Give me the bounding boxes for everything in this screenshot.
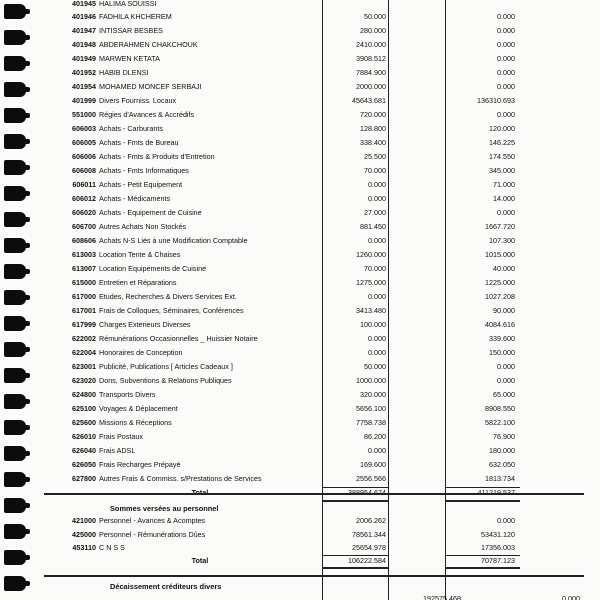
account-label: Personnel - Avances & Acomptes: [99, 516, 206, 525]
account-label: FADHILA KHCHEREM: [99, 12, 172, 21]
account-code: 623020: [72, 376, 96, 385]
credit-amount: 14.000: [493, 194, 515, 203]
table-row: [0, 24, 600, 37]
account-code: 401999: [72, 96, 96, 105]
debit-amount: 27.000: [364, 208, 386, 217]
debit-amount: 0.000: [368, 292, 386, 301]
debit-amount: 78561.344: [352, 530, 386, 539]
credit-amount: 1813.734: [485, 474, 515, 483]
credit-amount: 0.000: [497, 54, 515, 63]
table-row: [0, 192, 600, 205]
account-code: 626050: [72, 460, 96, 469]
table-row: [0, 541, 600, 554]
debit-amount: 45643.681: [352, 96, 386, 105]
debit-amount: 100.000: [360, 320, 386, 329]
debit-amount: 0.000: [368, 334, 386, 343]
credit-amount: 53431.120: [481, 530, 515, 539]
account-label: Achats - Fmts & Produits d'Entretion: [99, 152, 215, 161]
credit-amount: 1225.000: [485, 278, 515, 287]
credit-amount: 65.000: [493, 390, 515, 399]
debit-amount: 50.000: [364, 12, 386, 21]
account-code: 401945: [72, 0, 96, 8]
account-code: 401949: [72, 54, 96, 63]
account-code: 606011: [72, 180, 96, 189]
table-row: [0, 444, 600, 457]
account-code: 401947: [72, 26, 96, 35]
account-code: 613003: [72, 250, 96, 259]
account-code: 421000: [72, 516, 96, 525]
debit-amount: 7758.738: [356, 418, 386, 427]
table-row: [0, 276, 600, 289]
debit-amount: 106222.584: [348, 556, 386, 565]
account-code: 622002: [72, 334, 96, 343]
account-code: 606008: [72, 166, 96, 175]
credit-amount: 339.600: [489, 334, 515, 343]
account-label: Achats - Equipement de Cuisine: [99, 208, 202, 217]
account-label: C N S S: [99, 543, 125, 552]
account-code: 551000: [72, 110, 96, 119]
debit-amount: 0.000: [368, 180, 386, 189]
table-row: [0, 430, 600, 443]
rule-line: [445, 567, 520, 569]
account-label: Transports Divers: [99, 390, 156, 399]
table-row: [0, 402, 600, 415]
account-label: MARWEN KETATA: [99, 54, 160, 63]
account-label: Frais ADSL: [99, 446, 136, 455]
credit-amount: 1015.000: [485, 250, 515, 259]
debit-amount: 1275.000: [356, 278, 386, 287]
account-label: Autres Frais & Commiss. s/Prestations de Services: [99, 474, 262, 483]
debit-amount: 320.000: [360, 390, 386, 399]
account-label: Frais Postaux: [99, 432, 143, 441]
account-label: Entretien et Réparations: [99, 278, 177, 287]
account-label: Location Tente & Chaises: [99, 250, 181, 259]
table-row: [0, 66, 600, 79]
table-row: [0, 136, 600, 149]
account-code: 617999: [72, 320, 96, 329]
table-row: [0, 178, 600, 191]
debit-amount: 0.000: [368, 194, 386, 203]
account-label: Achats - Fmts de Bureau: [99, 138, 179, 147]
debit-amount: 1260.000: [356, 250, 386, 259]
section-title: Décaissement créditeurs divers: [110, 582, 222, 591]
table-row: [0, 416, 600, 429]
debit-amount: 1000.000: [356, 376, 386, 385]
account-code: 606012: [72, 194, 96, 203]
account-code: 606005: [72, 138, 96, 147]
account-label: Personnel - Rémunérations Dûes: [99, 530, 206, 539]
credit-amount: 632.050: [489, 460, 515, 469]
debit-amount: 280.000: [360, 26, 386, 35]
credit-amount: 1667.720: [485, 222, 515, 231]
credit-amount: 0.000: [562, 594, 580, 600]
table-row: [0, 290, 600, 303]
account-label: INTISSAR BESBES: [99, 26, 163, 35]
table-row: [0, 220, 600, 233]
table-row: [0, 108, 600, 121]
credit-amount: 0.000: [497, 26, 515, 35]
account-code: 401948: [72, 40, 96, 49]
credit-amount: 0.000: [497, 516, 515, 525]
debit-amount: 86.200: [364, 432, 386, 441]
account-code: 623001: [72, 362, 96, 371]
account-code: 625100: [72, 404, 96, 413]
debit-amount: 2410.000: [356, 40, 386, 49]
rule-line: [322, 567, 388, 569]
rule-line: [44, 493, 584, 495]
credit-amount: 0.000: [497, 12, 515, 21]
table-row: [0, 52, 600, 65]
table-row: [0, 10, 600, 23]
table-row: [0, 332, 600, 345]
account-label: Achats N-S Liés à une Modification Comptable: [99, 236, 248, 245]
account-code: 453110: [72, 543, 96, 552]
debit-amount: 50.000: [364, 362, 386, 371]
account-code: 624800: [72, 390, 96, 399]
debit-amount: 2000.000: [356, 82, 386, 91]
debit-amount: 128.800: [360, 124, 386, 133]
debit-amount: 3908.512: [356, 54, 386, 63]
debit-amount: 192575.468: [423, 594, 461, 600]
credit-amount: 0.000: [497, 68, 515, 77]
table-row: [0, 206, 600, 219]
debit-amount: 0.000: [368, 348, 386, 357]
credit-amount: 90.000: [493, 306, 515, 315]
debit-amount: 25654.978: [352, 543, 386, 552]
account-code: 627800: [72, 474, 96, 483]
account-code: 606006: [72, 152, 96, 161]
account-code: 626040: [72, 446, 96, 455]
account-label: Achats - Médicaments: [99, 194, 171, 203]
account-code: 613007: [72, 264, 96, 273]
rule-line: [44, 575, 584, 577]
debit-amount: 5656.100: [356, 404, 386, 413]
account-code: 622004: [72, 348, 96, 357]
credit-amount: 174.550: [489, 152, 515, 161]
account-label: Publicité, Publications [ Articles Cadeaux ]: [99, 362, 233, 371]
credit-amount: 150.000: [489, 348, 515, 357]
account-code: 617001: [72, 306, 96, 315]
table-row: [0, 514, 600, 527]
account-code: 617000: [72, 292, 96, 301]
account-label: Autres Achats Non Stockés: [99, 222, 187, 231]
credit-amount: 1027.208: [485, 292, 515, 301]
account-label: Divers Fourniss. Locaux: [99, 96, 177, 105]
table-row: [0, 388, 600, 401]
table-row: [0, 374, 600, 387]
account-label: Total: [191, 556, 209, 565]
table-row: [0, 304, 600, 317]
table-row: [0, 528, 600, 541]
table-row: [0, 346, 600, 359]
debit-amount: 70.000: [364, 166, 386, 175]
account-label: Etudes, Recherches & Divers Services Ext.: [99, 292, 237, 301]
credit-amount: 0.000: [497, 376, 515, 385]
debit-amount: 2006.262: [356, 516, 386, 525]
credit-amount: 0.000: [497, 110, 515, 119]
account-label: HALIMA SOUISSI: [99, 0, 157, 8]
debit-amount: 0.000: [368, 446, 386, 455]
table-row: [0, 360, 600, 373]
debit-amount: 2556.566: [356, 474, 386, 483]
account-label: Régies d'Avances & Accrédifs: [99, 110, 195, 119]
credit-amount: 0.000: [497, 208, 515, 217]
credit-amount: 0.000: [497, 82, 515, 91]
account-code: 615000: [72, 278, 96, 287]
binding-ring: [4, 498, 26, 513]
section-title: Sommes versées au personnel: [110, 504, 219, 513]
table-row: [0, 150, 600, 163]
account-label: Dons, Subventions & Relations Publiques: [99, 376, 232, 385]
table-row: [0, 234, 600, 247]
account-label: Location Equipements de Cuisine: [99, 264, 207, 273]
credit-amount: 0.000: [497, 40, 515, 49]
table-row: [0, 0, 600, 10]
account-label: Achats - Carburants: [99, 124, 163, 133]
debit-amount: 70.000: [364, 264, 386, 273]
credit-amount: 120.000: [489, 124, 515, 133]
credit-amount: 76.900: [493, 432, 515, 441]
account-label: Voyages & Déplacement: [99, 404, 178, 413]
account-label: Frais de Colloques, Séminaires, Conférences: [99, 306, 244, 315]
credit-amount: 17356.003: [481, 543, 515, 552]
binding-ring: [4, 576, 26, 591]
credit-amount: 107.300: [489, 236, 515, 245]
account-label: ABDERAHMEN CHAKCHOUK: [99, 40, 198, 49]
credit-amount: 136310.693: [477, 96, 515, 105]
account-code: 608606: [72, 236, 96, 245]
debit-amount: 0.000: [368, 236, 386, 245]
account-label: Rémunérations Occasionnelles _ Huissier Notaire: [99, 334, 258, 343]
table-row: [0, 164, 600, 177]
credit-amount: 345.000: [489, 166, 515, 175]
table-row: [0, 554, 600, 567]
debit-amount: 3413.480: [356, 306, 386, 315]
table-row: [0, 592, 600, 600]
account-label: Frais Recharges Prépayé: [99, 460, 181, 469]
account-code: 625600: [72, 418, 96, 427]
table-row: [0, 122, 600, 135]
account-code: 401946: [72, 12, 96, 21]
account-code: 606700: [72, 222, 96, 231]
account-label: Achats - Petit Equipement: [99, 180, 183, 189]
credit-amount: 8908.550: [485, 404, 515, 413]
debit-amount: 881.450: [360, 222, 386, 231]
rule-line: [445, 500, 520, 502]
credit-amount: 70787.123: [481, 556, 515, 565]
debit-amount: 25.500: [364, 152, 386, 161]
account-label: MOHAMED MONCEF SERBAJI: [99, 82, 202, 91]
credit-amount: 4084.616: [485, 320, 515, 329]
credit-amount: 180.000: [489, 446, 515, 455]
table-row: [0, 472, 600, 485]
account-label: Charges Exterieurs Diverses: [99, 320, 191, 329]
table-row: [0, 262, 600, 275]
table-row: [0, 94, 600, 107]
table-row: [0, 318, 600, 331]
debit-amount: 720.000: [360, 110, 386, 119]
credit-amount: 71.000: [493, 180, 515, 189]
debit-amount: 338.400: [360, 138, 386, 147]
credit-amount: 146.225: [489, 138, 515, 147]
account-code: 401954: [72, 82, 96, 91]
account-code: 626010: [72, 432, 96, 441]
credit-amount: 40.000: [493, 264, 515, 273]
account-label: Missions & Réceptions: [99, 418, 172, 427]
account-code: 606020: [72, 208, 96, 217]
table-row: [0, 38, 600, 51]
credit-amount: 5822.100: [485, 418, 515, 427]
account-code: 606003: [72, 124, 96, 133]
credit-amount: 0.000: [497, 362, 515, 371]
account-code: 425000: [72, 530, 96, 539]
account-label: HABIB DLENSI: [99, 68, 149, 77]
debit-amount: 169.600: [360, 460, 386, 469]
account-code: 401952: [72, 68, 96, 77]
table-row: [0, 248, 600, 261]
rule-line: [322, 500, 388, 502]
table-row: [0, 80, 600, 93]
account-label: Honoraires de Conception: [99, 348, 183, 357]
debit-amount: 7884.900: [356, 68, 386, 77]
account-label: Achats - Fmts Informatiques: [99, 166, 189, 175]
table-row: [0, 458, 600, 471]
